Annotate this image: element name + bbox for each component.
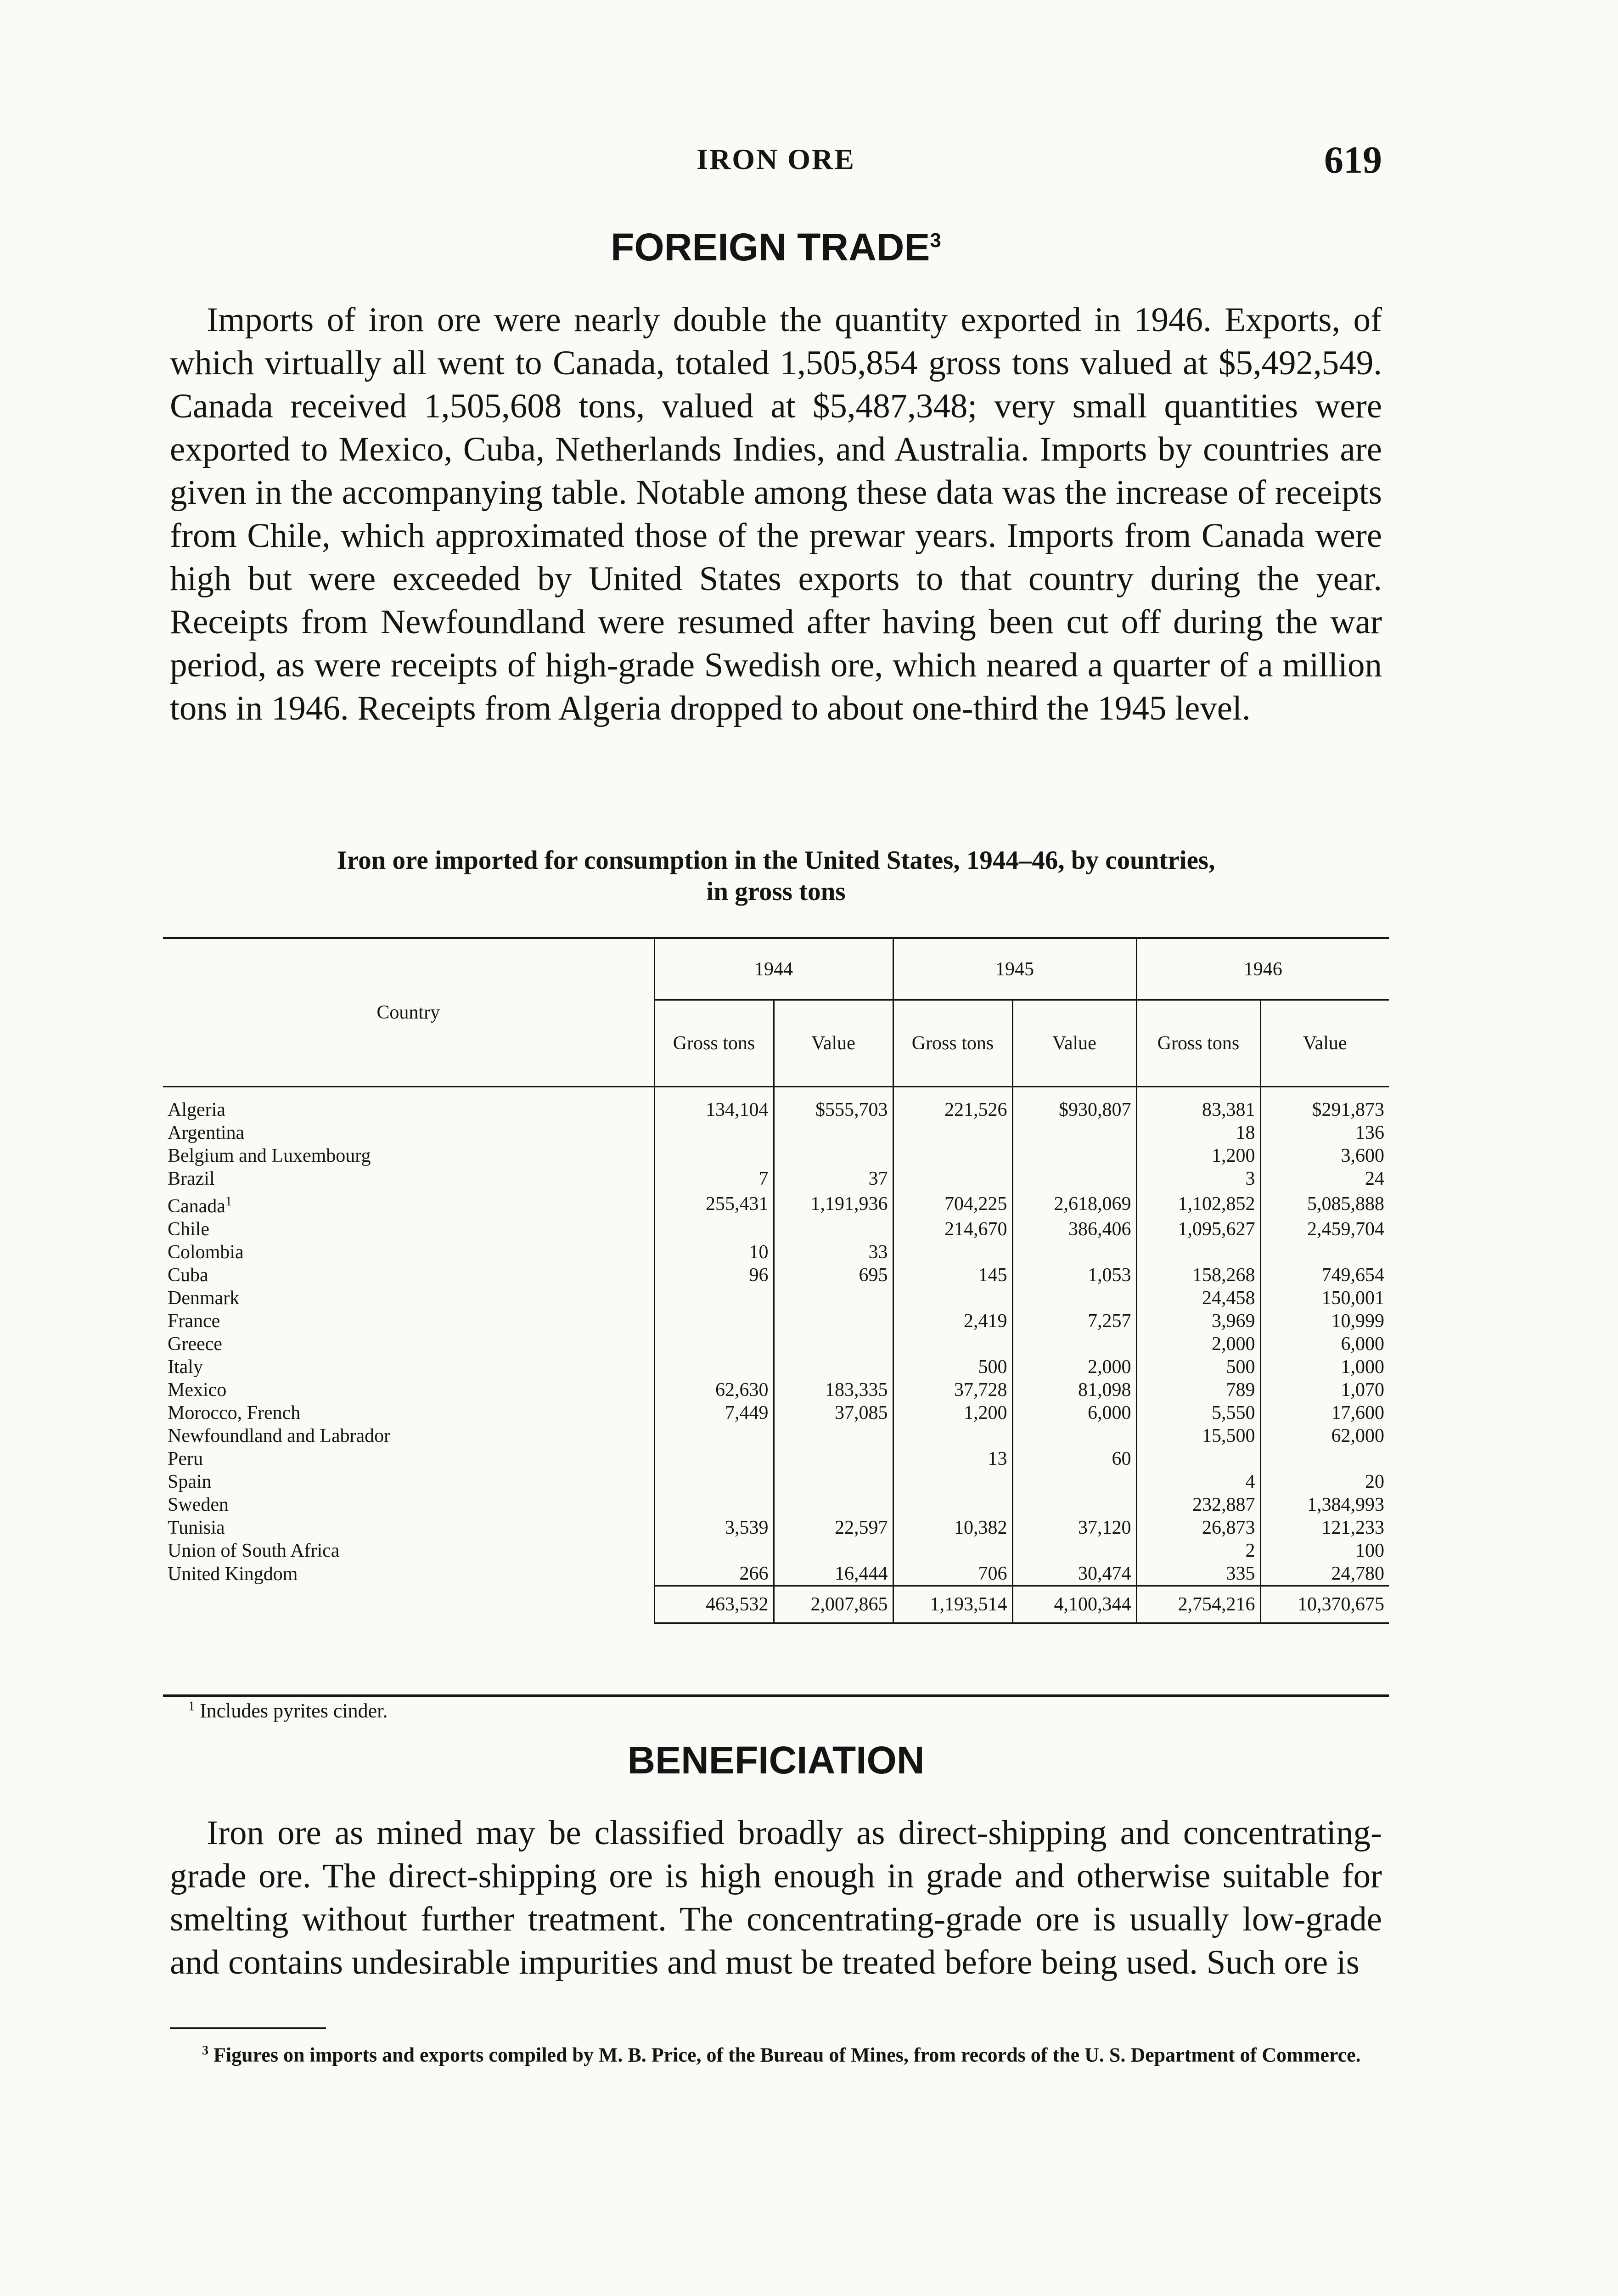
gross-tons-cell: [893, 1333, 1012, 1356]
gross-tons-cell: 62,630: [654, 1379, 774, 1401]
gross-tons-cell: 1,200: [1136, 1144, 1260, 1167]
total-cell: 463,532: [654, 1586, 774, 1623]
gross-tons-cell: [893, 1470, 1012, 1493]
footnote-rule: [170, 2027, 326, 2029]
total-cell: 1,193,514: [893, 1586, 1012, 1623]
running-head: [170, 138, 1382, 184]
value-cell: [1012, 1539, 1136, 1562]
gross-tons-cell: [893, 1493, 1012, 1516]
gross-tons-cell: [893, 1424, 1012, 1447]
gross-tons-cell: [654, 1539, 774, 1562]
year-header: 1946: [1136, 938, 1389, 1000]
gross-tons-cell: [654, 1333, 774, 1356]
value-cell: [774, 1470, 893, 1493]
value-cell: [1012, 1287, 1136, 1310]
country-cell: [163, 1121, 654, 1144]
total-label-cell: [163, 1586, 654, 1623]
gross-tons-cell: 7: [654, 1167, 774, 1190]
table-row: [163, 1539, 1389, 1562]
value-cell: [1260, 1447, 1389, 1470]
table-total-row: [163, 1586, 1389, 1623]
gross-tons-cell: 2,419: [893, 1310, 1012, 1333]
value-cell: 3,600: [1260, 1144, 1389, 1167]
country-name: Mexico: [168, 1379, 227, 1401]
table-row: [163, 1447, 1389, 1470]
gross-tons-cell: [654, 1470, 774, 1493]
gross-tons-cell: [893, 1144, 1012, 1167]
country-cell: [163, 1287, 654, 1310]
gross-tons-cell: 7,449: [654, 1401, 774, 1424]
country-name: Canada: [168, 1196, 225, 1217]
table-body: [163, 1087, 1389, 1623]
value-cell: 17,600: [1260, 1401, 1389, 1424]
value-cell: [774, 1121, 893, 1144]
gross-tons-cell: 158,268: [1136, 1264, 1260, 1287]
value-cell: 62,000: [1260, 1424, 1389, 1447]
gross-tons-cell: 10,382: [893, 1516, 1012, 1539]
country-cell: [163, 1241, 654, 1264]
gross-tons-cell: 3,539: [654, 1516, 774, 1539]
gross-tons-header: Gross tons: [893, 1000, 1012, 1087]
total-cell: 4,100,344: [1012, 1586, 1136, 1623]
country-name: Algeria: [168, 1099, 225, 1120]
value-cell: [1012, 1167, 1136, 1190]
gross-tons-cell: 3: [1136, 1167, 1260, 1190]
value-cell: 22,597: [774, 1516, 893, 1539]
value-header: Value: [1012, 1000, 1136, 1087]
value-cell: 24: [1260, 1167, 1389, 1190]
gross-tons-cell: [654, 1424, 774, 1447]
table-row: [163, 1241, 1389, 1264]
value-cell: 695: [774, 1264, 893, 1287]
table-row: [163, 1333, 1389, 1356]
table-row: [163, 1470, 1389, 1493]
value-cell: 30,474: [1012, 1562, 1136, 1586]
value-cell: [1012, 1144, 1136, 1167]
value-cell: 7,257: [1012, 1310, 1136, 1333]
gross-tons-cell: 255,431: [654, 1190, 774, 1218]
value-cell: 136: [1260, 1121, 1389, 1144]
value-cell: 1,191,936: [774, 1190, 893, 1218]
gross-tons-cell: 266: [654, 1562, 774, 1586]
value-header: Value: [774, 1000, 893, 1087]
table-footnote-mark: 1: [188, 1699, 195, 1714]
value-cell: [774, 1424, 893, 1447]
gross-tons-cell: 145: [893, 1264, 1012, 1287]
country-cell: [163, 1379, 654, 1401]
value-cell: [1012, 1241, 1136, 1264]
country-name: Colombia: [168, 1242, 244, 1263]
table-row: [163, 1264, 1389, 1287]
value-cell: [774, 1493, 893, 1516]
gross-tons-cell: 2,000: [1136, 1333, 1260, 1356]
value-cell: 121,233: [1260, 1516, 1389, 1539]
gross-tons-cell: 4: [1136, 1470, 1260, 1493]
gross-tons-cell: 232,887: [1136, 1493, 1260, 1516]
page-number: 619: [1324, 139, 1382, 181]
section-heading-foreign-trade: [170, 225, 1382, 270]
table-row: [163, 1218, 1389, 1241]
gross-tons-cell: [654, 1121, 774, 1144]
footnote-reference: 3: [930, 229, 941, 252]
gross-tons-cell: [893, 1121, 1012, 1144]
value-cell: 150,001: [1260, 1287, 1389, 1310]
gross-tons-cell: [1136, 1241, 1260, 1264]
beneficiation-text: [170, 1812, 1382, 1984]
gross-tons-cell: 24,458: [1136, 1287, 1260, 1310]
table-row: [163, 1493, 1389, 1516]
value-cell: [1260, 1241, 1389, 1264]
table-row: [163, 1424, 1389, 1447]
value-cell: 386,406: [1012, 1218, 1136, 1241]
gross-tons-cell: [654, 1144, 774, 1167]
country-name: Belgium and Luxembourg: [168, 1145, 371, 1166]
value-cell: 5,085,888: [1260, 1190, 1389, 1218]
value-cell: 24,780: [1260, 1562, 1389, 1586]
gross-tons-cell: [654, 1356, 774, 1379]
value-cell: [1012, 1424, 1136, 1447]
country-cell: [163, 1333, 654, 1356]
value-cell: 33: [774, 1241, 893, 1264]
country-name: Newfoundland and Labrador: [168, 1425, 391, 1446]
country-cell: [163, 1264, 654, 1287]
gross-tons-cell: 13: [893, 1447, 1012, 1470]
beneficiation-paragraph: Iron ore as mined may be classified broadly as direct-shipping and concentrating-grade ore. The direct-shipping ore is high enough in grade and otherwise suitable for smelting without further treatment. The concentrating-grade ore is usually low-grade and contains undesirable impurities and must be treated before being used. Such ore is: [170, 1814, 1382, 1981]
table-row: [163, 1190, 1389, 1218]
gross-tons-cell: 221,526: [893, 1087, 1012, 1122]
value-cell: [774, 1447, 893, 1470]
value-cell: [1012, 1333, 1136, 1356]
value-cell: 37: [774, 1167, 893, 1190]
value-cell: [1012, 1493, 1136, 1516]
value-cell: 37,120: [1012, 1516, 1136, 1539]
value-cell: [774, 1333, 893, 1356]
country-cell: [163, 1516, 654, 1539]
value-cell: 100: [1260, 1539, 1389, 1562]
country-name: Denmark: [168, 1288, 240, 1309]
gross-tons-cell: 15,500: [1136, 1424, 1260, 1447]
gross-tons-header: Gross tons: [1136, 1000, 1260, 1087]
country-name: United Kingdom: [168, 1563, 298, 1585]
gross-tons-cell: [893, 1167, 1012, 1190]
total-cell: 2,007,865: [774, 1586, 893, 1623]
country-cell: [163, 1310, 654, 1333]
footnote-mark: 1: [225, 1194, 232, 1209]
value-cell: 1,070: [1260, 1379, 1389, 1401]
value-cell: 60: [1012, 1447, 1136, 1470]
gross-tons-cell: 2: [1136, 1539, 1260, 1562]
value-cell: 2,618,069: [1012, 1190, 1136, 1218]
running-title: IRON ORE: [697, 143, 855, 175]
table-caption: [170, 845, 1382, 907]
foreign-trade-text: [170, 298, 1382, 730]
value-cell: 10,999: [1260, 1310, 1389, 1333]
value-cell: 20: [1260, 1470, 1389, 1493]
page-footnote-text: Figures on imports and exports compiled by M. B. Price, of the Bureau of Mines, from records of the U. S. Department of Commerce.: [213, 2043, 1361, 2066]
table-row: [163, 1562, 1389, 1586]
section-heading-text: FOREIGN TRADE: [611, 225, 930, 269]
table-row: [163, 1310, 1389, 1333]
table-row: [163, 1087, 1389, 1122]
value-cell: 1,000: [1260, 1356, 1389, 1379]
country-name: Sweden: [168, 1494, 229, 1515]
table-row: [163, 1121, 1389, 1144]
gross-tons-cell: [893, 1287, 1012, 1310]
country-name: Cuba: [168, 1265, 208, 1286]
value-cell: 2,000: [1012, 1356, 1136, 1379]
country-cell: [163, 1447, 654, 1470]
table-footnote-text: Includes pyrites cinder.: [200, 1699, 388, 1722]
value-cell: 183,335: [774, 1379, 893, 1401]
gross-tons-cell: 26,873: [1136, 1516, 1260, 1539]
country-cell: [163, 1424, 654, 1447]
gross-tons-cell: 5,550: [1136, 1401, 1260, 1424]
value-header: Value: [1260, 1000, 1389, 1087]
value-cell: 2,459,704: [1260, 1218, 1389, 1241]
gross-tons-cell: 96: [654, 1264, 774, 1287]
table-row: [163, 1287, 1389, 1310]
country-name: Spain: [168, 1471, 212, 1492]
table-row: [163, 1144, 1389, 1167]
section-heading-beneficiation: BENEFICIATION: [627, 1739, 925, 1782]
country-name: Peru: [168, 1448, 203, 1469]
country-name: Italy: [168, 1356, 203, 1378]
gross-tons-cell: [654, 1447, 774, 1470]
total-cell: 10,370,675: [1260, 1586, 1389, 1623]
gross-tons-cell: 1,102,852: [1136, 1190, 1260, 1218]
value-cell: 16,444: [774, 1562, 893, 1586]
table-row: [163, 1379, 1389, 1401]
gross-tons-cell: 134,104: [654, 1087, 774, 1122]
gross-tons-cell: [893, 1539, 1012, 1562]
year-header: 1944: [654, 938, 893, 1000]
country-cell: [163, 1356, 654, 1379]
country-name: Tunisia: [168, 1517, 225, 1538]
table-caption-line: Iron ore imported for consumption in the United States, 1944–46, by countries,: [337, 846, 1215, 875]
country-name: Union of South Africa: [168, 1540, 340, 1561]
table-footnote: [188, 1699, 388, 1722]
country-name: Greece: [168, 1334, 222, 1355]
gross-tons-cell: 704,225: [893, 1190, 1012, 1218]
value-cell: 6,000: [1260, 1333, 1389, 1356]
iron-ore-imports-table: [163, 937, 1389, 1624]
gross-tons-cell: 214,670: [893, 1218, 1012, 1241]
page-footnote: [170, 2039, 1382, 2067]
gross-tons-cell: [654, 1493, 774, 1516]
value-cell: [774, 1287, 893, 1310]
gross-tons-cell: 1,200: [893, 1401, 1012, 1424]
gross-tons-header: Gross tons: [654, 1000, 774, 1087]
gross-tons-cell: 18: [1136, 1121, 1260, 1144]
gross-tons-cell: 789: [1136, 1379, 1260, 1401]
country-cell: [163, 1167, 654, 1190]
country-name: France: [168, 1311, 220, 1332]
value-cell: $555,703: [774, 1087, 893, 1122]
country-name: Morocco, French: [168, 1402, 301, 1424]
gross-tons-cell: [654, 1287, 774, 1310]
gross-tons-cell: 83,381: [1136, 1087, 1260, 1122]
gross-tons-cell: 706: [893, 1562, 1012, 1586]
country-cell: [163, 1144, 654, 1167]
total-cell: 2,754,216: [1136, 1586, 1260, 1623]
value-cell: [774, 1356, 893, 1379]
country-cell: [163, 1087, 654, 1122]
value-cell: 37,085: [774, 1401, 893, 1424]
gross-tons-cell: 37,728: [893, 1379, 1012, 1401]
value-cell: $930,807: [1012, 1087, 1136, 1122]
value-cell: 1,053: [1012, 1264, 1136, 1287]
page-footnote-mark: 3: [202, 2043, 208, 2058]
country-cell: [163, 1190, 654, 1218]
country-column-header: Country: [163, 938, 654, 1087]
country-name: Chile: [168, 1219, 209, 1240]
gross-tons-cell: 500: [1136, 1356, 1260, 1379]
value-cell: [1012, 1470, 1136, 1493]
gross-tons-cell: 500: [893, 1356, 1012, 1379]
table-row: [163, 1356, 1389, 1379]
country-cell: [163, 1401, 654, 1424]
value-cell: 1,384,993: [1260, 1493, 1389, 1516]
country-cell: [163, 1470, 654, 1493]
gross-tons-cell: 1,095,627: [1136, 1218, 1260, 1241]
value-cell: [1012, 1121, 1136, 1144]
gross-tons-cell: [654, 1310, 774, 1333]
table-caption-line: in gross tons: [706, 877, 846, 906]
value-cell: [774, 1144, 893, 1167]
value-cell: [774, 1218, 893, 1241]
value-cell: $291,873: [1260, 1087, 1389, 1122]
country-name: Argentina: [168, 1122, 245, 1143]
gross-tons-cell: [893, 1241, 1012, 1264]
country-cell: [163, 1539, 654, 1562]
foreign-trade-paragraph: Imports of iron ore were nearly double the quantity exported in 1946. Exports, of which virtually all went to Canada, totaled 1,505,854 gross tons valued at $5,492,549. Canada received 1,505,608 tons, valued at $5,487,348; very small quantities were exported to Mexico, Cuba, Netherlands Indies, and Australia. Imports by countries are given in the accompanying table. Notable among these data was the increase of receipts from Chile, which approximated those of the prewar years. Imports from Canada were high but were exceeded by United States exports to that country during the year. Receipts from Newfoundland were resumed after having been cut off during the war period, as were receipts of high-grade Swedish ore, which neared a quarter of a million tons in 1946. Receipts from Algeria dropped to about one-third the 1945 level.: [170, 301, 1382, 727]
table-row: [163, 1516, 1389, 1539]
table-row: [163, 1401, 1389, 1424]
gross-tons-cell: 10: [654, 1241, 774, 1264]
gross-tons-cell: [654, 1218, 774, 1241]
table-bottom-rule: [163, 1694, 1389, 1697]
country-cell: [163, 1493, 654, 1516]
country-name: Brazil: [168, 1168, 215, 1189]
value-cell: 6,000: [1012, 1401, 1136, 1424]
value-cell: [774, 1310, 893, 1333]
gross-tons-cell: 335: [1136, 1562, 1260, 1586]
country-cell: [163, 1218, 654, 1241]
country-cell: [163, 1562, 654, 1586]
table-row: [163, 1167, 1389, 1190]
value-cell: 749,654: [1260, 1264, 1389, 1287]
value-cell: 81,098: [1012, 1379, 1136, 1401]
year-header: 1945: [893, 938, 1136, 1000]
value-cell: [774, 1539, 893, 1562]
gross-tons-cell: [1136, 1447, 1260, 1470]
gross-tons-cell: 3,969: [1136, 1310, 1260, 1333]
